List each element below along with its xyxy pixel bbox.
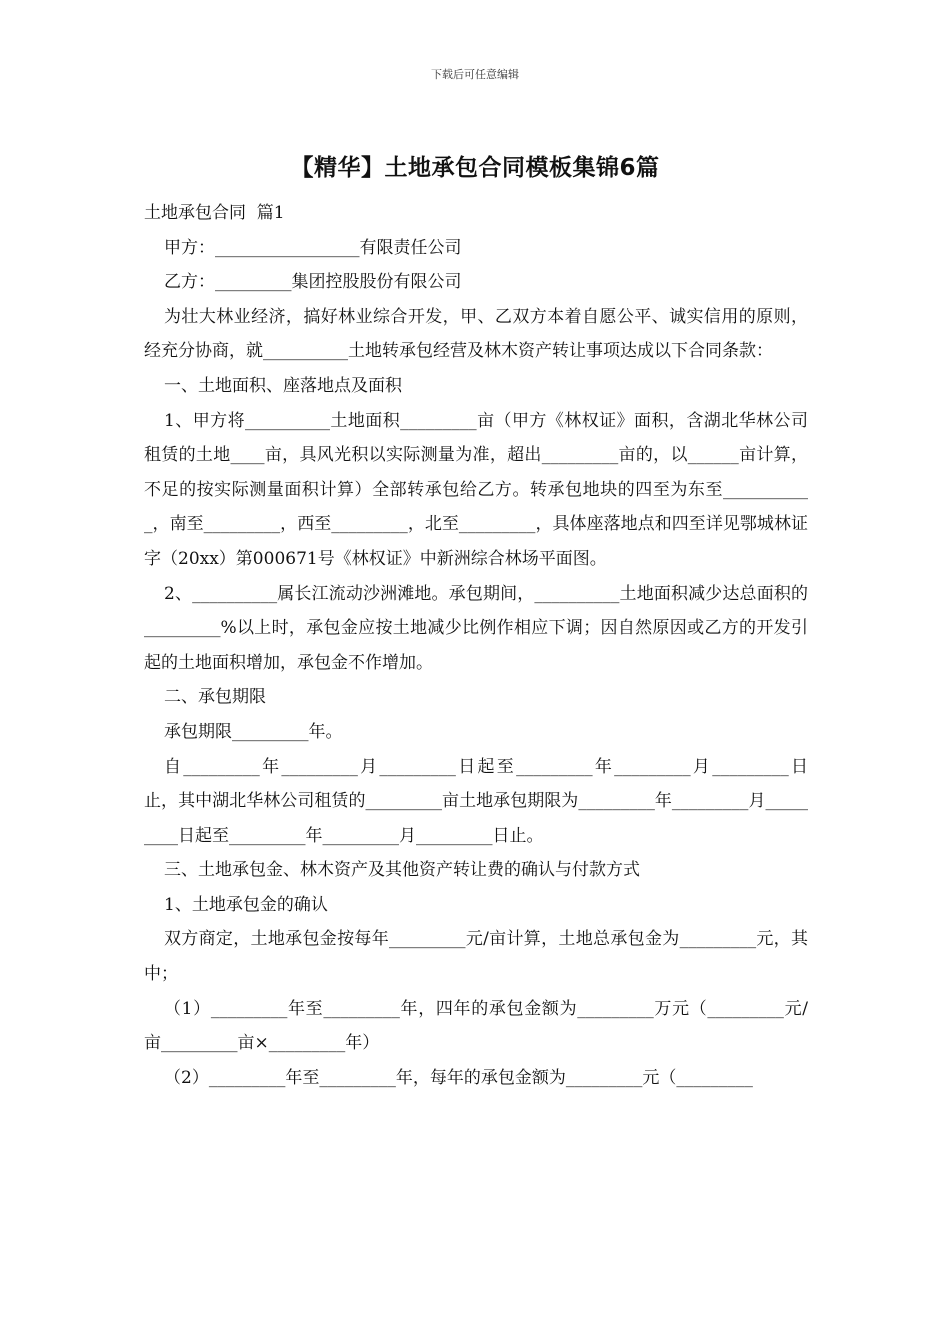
document-body (144, 196, 808, 1095)
clause-heading-1: 一、土地面积、座落地点及面积 (164, 375, 402, 396)
party-a-line: 甲方：_________________有限责任公司 (164, 237, 462, 258)
party-b-line: 乙方：_________集团控股股份有限公司 (164, 272, 462, 293)
clause-heading-3: 三、土地承包金、林木资产及其他资产转让费的确认与付款方式 (164, 860, 640, 881)
term-length: 承包期限_________年。 (164, 721, 343, 742)
fee-agreement: 双方商定，土地承包金按每年_________元/亩计算，土地总承包金为_________元，其中； (144, 929, 808, 985)
document-title: 【精华】土地承包合同模板集锦6篇 (290, 155, 660, 181)
clause-1-2: 2、__________属长江流动沙洲滩地。承包期间，__________土地面积减少达总面积的_________%以上时，承包金应按土地减少比例作相应下调；因自然原因或乙方的开发引起的土地面积增加，承包金不作增加。 (144, 583, 808, 673)
fee-item-2: （2）_________年至_________年，每年的承包金额为_________元（_________ (164, 1067, 753, 1088)
term-dates: 自_________年_________月_________日起至_________年_________月_________日止，其中湖北华林公司租赁的_________亩土地承包期限为_________年_________月_________日起至_________年_________月_________日止。 (144, 756, 808, 846)
clause-heading-2: 二、承包期限 (164, 687, 266, 708)
preamble-paragraph: 为壮大林业经济，搞好林业综合开发，甲、乙双方本着自愿公平、诚实信用的原则，经充分协商，就__________土地转承包经营及林木资产转让事项达成以下合同条款： (144, 306, 808, 362)
subclause-heading-3-1: 1、土地承包金的确认 (164, 894, 328, 915)
page-header: 下载后可任意编辑 (431, 68, 519, 81)
section-heading: 土地承包合同 篇1 (144, 203, 285, 223)
clause-1-1: 1、甲方将__________土地面积_________亩（甲方《林权证》面积，含湖北华林公司租赁的土地____亩，具风光积以实际测量为准，超出_________亩的，以______亩计算，不足的按实际测量面积计算）全部转承包给乙方。转承包地块的四至为东至___________，南至_________，西至_________，北至_________，具体座落地点和四至详见鄂城林证字（20xx）第000671号《林权证》中新洲综合林场平面图。 (144, 410, 808, 569)
fee-item-1: （1）_________年至_________年，四年的承包金额为_________万元（_________元/亩_________亩×_________年） (144, 998, 808, 1054)
